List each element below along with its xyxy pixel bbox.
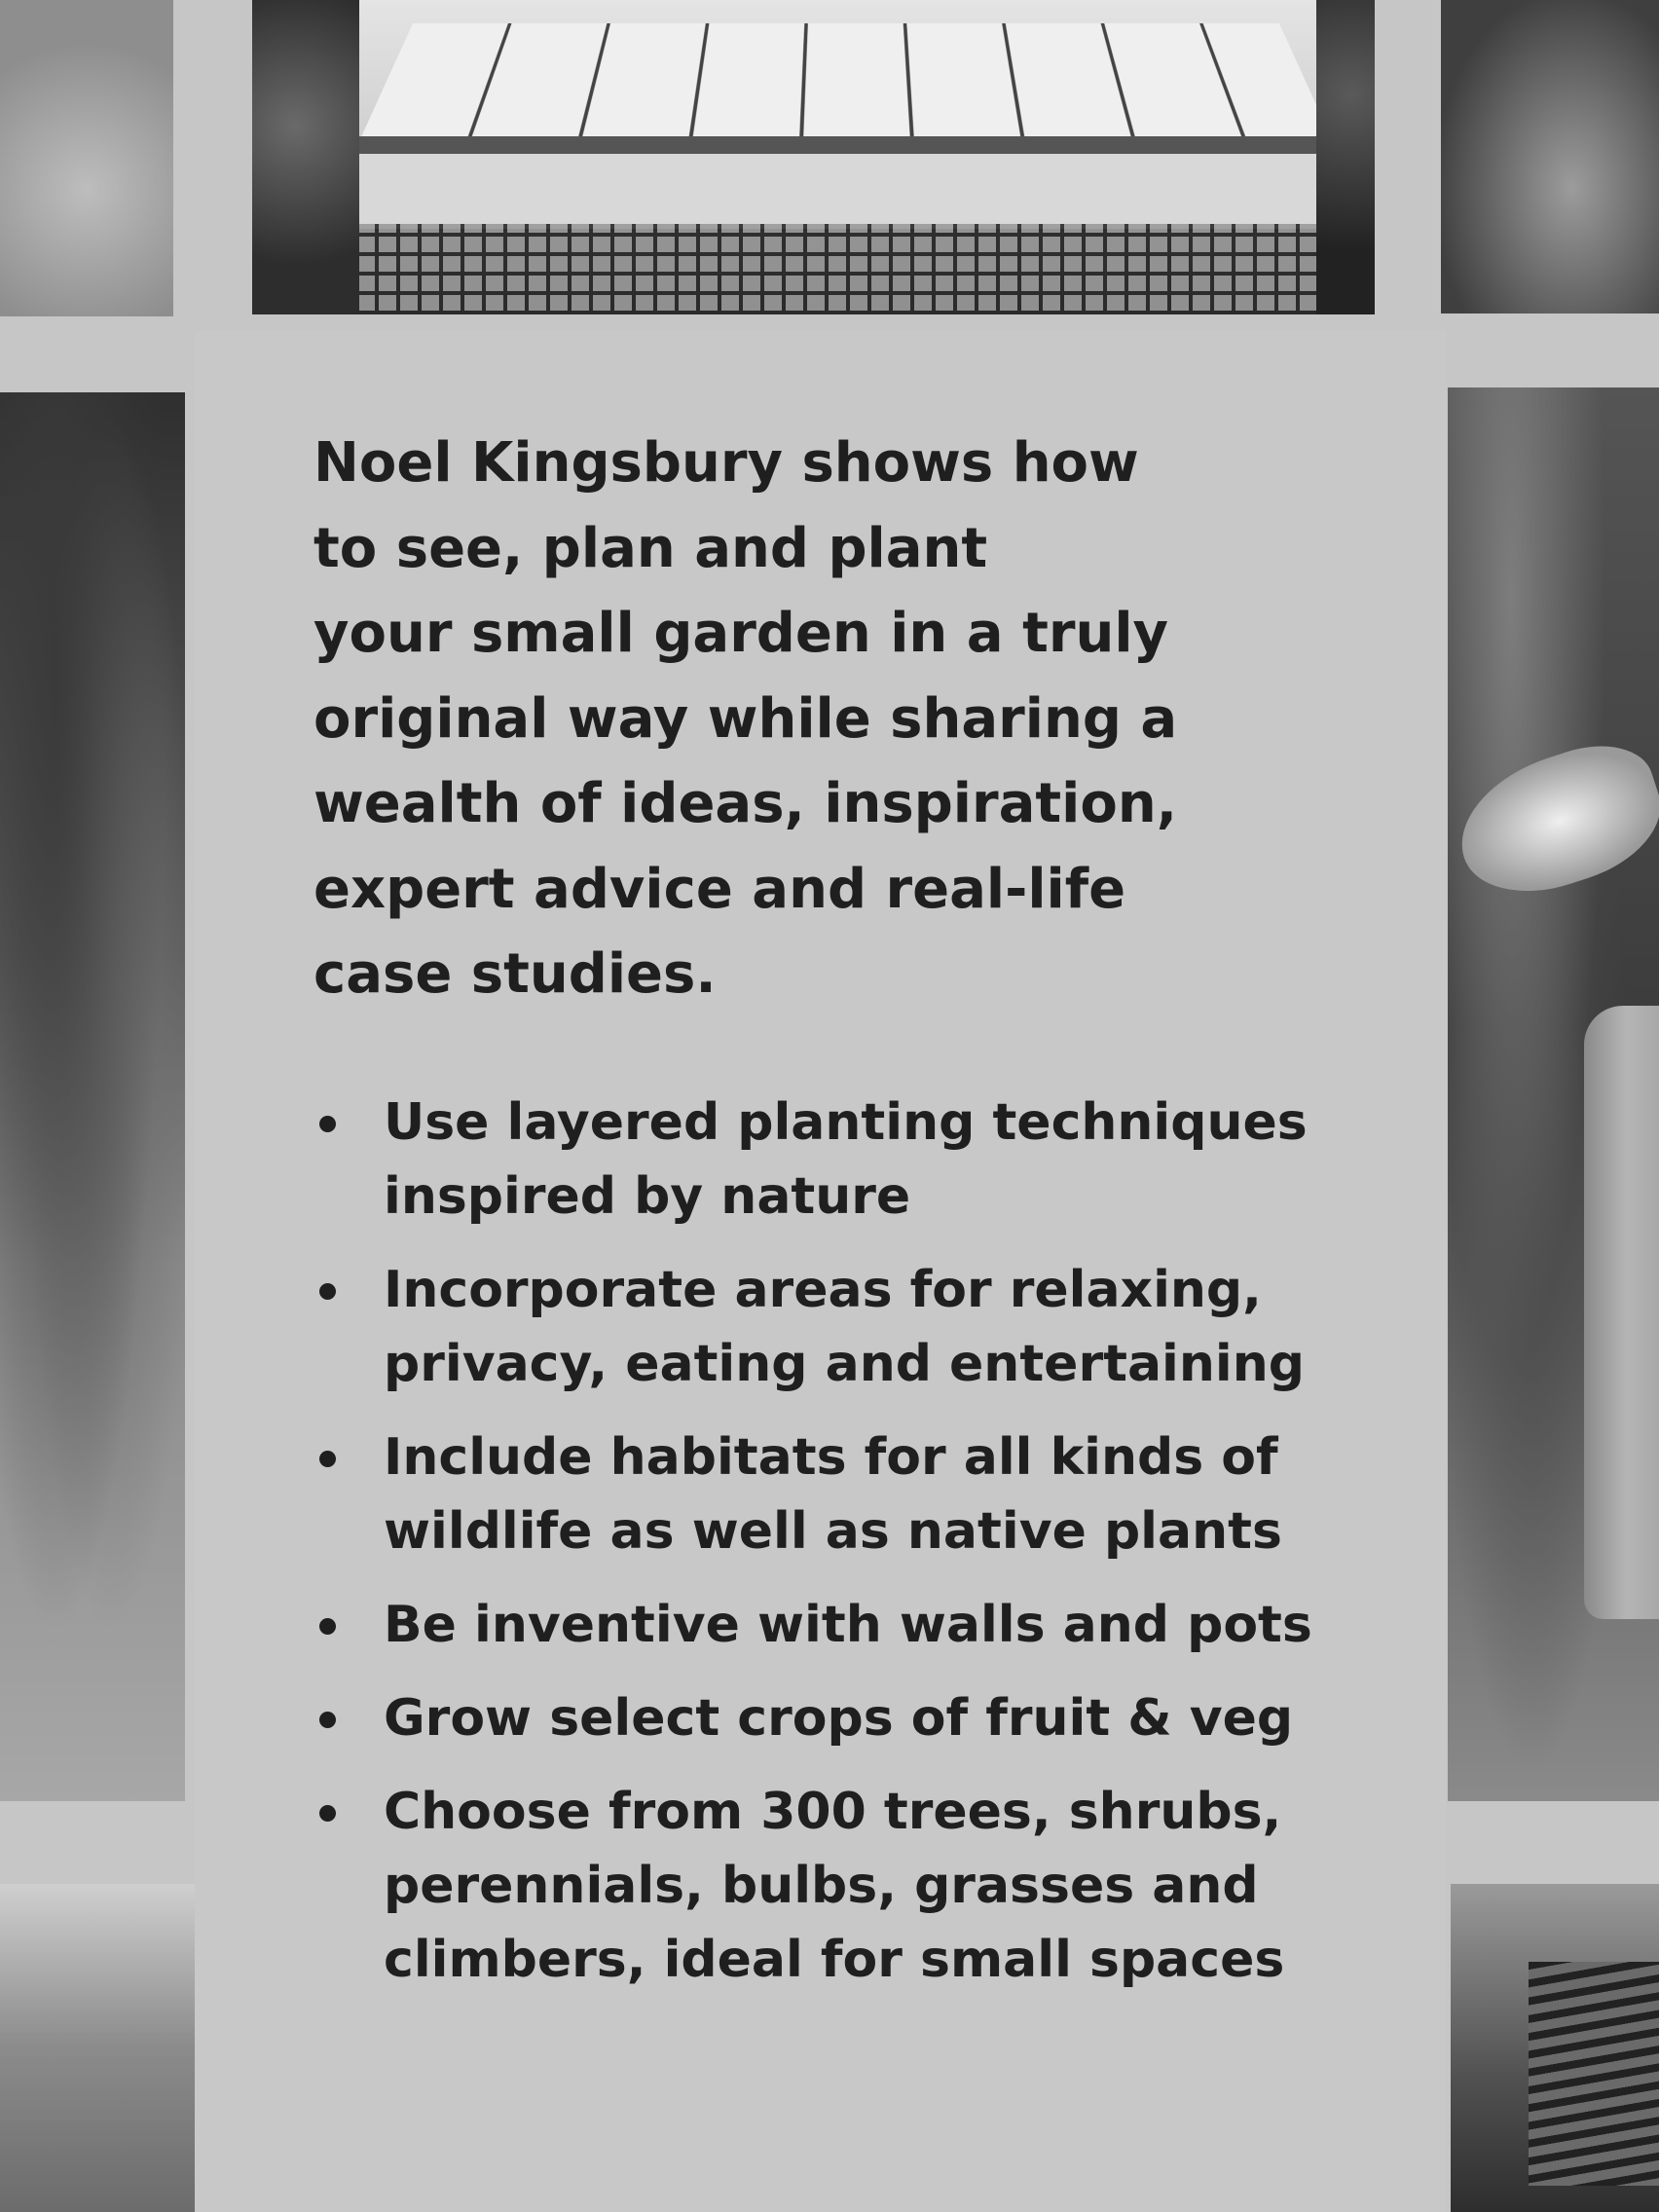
woven-fence-photo <box>1451 1884 1659 2212</box>
list-item <box>313 1420 1404 1568</box>
fence <box>1529 1962 1659 2186</box>
deck-step <box>340 136 1362 229</box>
list-item-line: Choose from 300 trees, shrubs, <box>384 1783 1282 1841</box>
list-item-line: Grow select crops of fruit & veg <box>384 1689 1294 1748</box>
pot <box>1584 1006 1659 1619</box>
intro-line: case studies. <box>313 942 717 1006</box>
list-item-line: Use layered planting techniques <box>384 1093 1308 1152</box>
intro-paragraph <box>313 421 1287 1017</box>
list-item <box>313 1253 1404 1401</box>
hosta-leaf <box>1448 729 1659 913</box>
grasses-photo <box>0 1884 195 2212</box>
list-item-line: Be inventive with walls and pots <box>384 1596 1312 1654</box>
list-item-line: Include habitats for all kinds of <box>384 1428 1278 1487</box>
plant-pot-photo <box>1448 387 1659 1801</box>
intro-line: wealth of ideas, inspiration, <box>313 772 1177 835</box>
list-item-line: privacy, eating and entertaining <box>384 1335 1305 1393</box>
list-item <box>313 1681 1404 1755</box>
list-item <box>313 1775 1404 1997</box>
garden-deck-photo <box>252 0 1375 314</box>
list-item-line: Incorporate areas for relaxing, <box>384 1261 1262 1319</box>
intro-line: your small garden in a truly <box>313 602 1169 665</box>
list-item-line: inspired by nature <box>384 1167 911 1226</box>
list-item <box>313 1588 1404 1662</box>
deck-foliage <box>1316 0 1375 314</box>
intro-line: to see, plan and plant <box>313 516 988 580</box>
deck-foliage <box>252 0 359 314</box>
shrub-photo <box>1441 0 1659 313</box>
flower-photo <box>0 0 173 316</box>
list-item-line: wildlife as well as native plants <box>384 1502 1282 1561</box>
bullet-icon <box>319 1712 336 1728</box>
list-item-line: climbers, ideal for small spaces <box>384 1931 1285 1989</box>
bullet-icon <box>319 1116 336 1132</box>
intro-line: expert advice and real-life <box>313 857 1126 921</box>
bullet-icon <box>319 1283 336 1300</box>
deck-grate <box>311 224 1362 314</box>
intro-line: original way while sharing a <box>313 686 1178 751</box>
feature-list <box>313 1086 1404 2016</box>
bullet-icon <box>319 1451 336 1467</box>
bullet-icon <box>319 1618 336 1635</box>
intro-line: Noel Kingsbury shows how <box>313 431 1139 495</box>
deck-planks <box>359 23 1333 141</box>
bullet-icon <box>319 1805 336 1822</box>
list-item <box>313 1086 1404 1234</box>
list-item-line: perennials, bulbs, grasses and <box>384 1857 1259 1915</box>
garden-border-photo <box>0 392 185 1801</box>
